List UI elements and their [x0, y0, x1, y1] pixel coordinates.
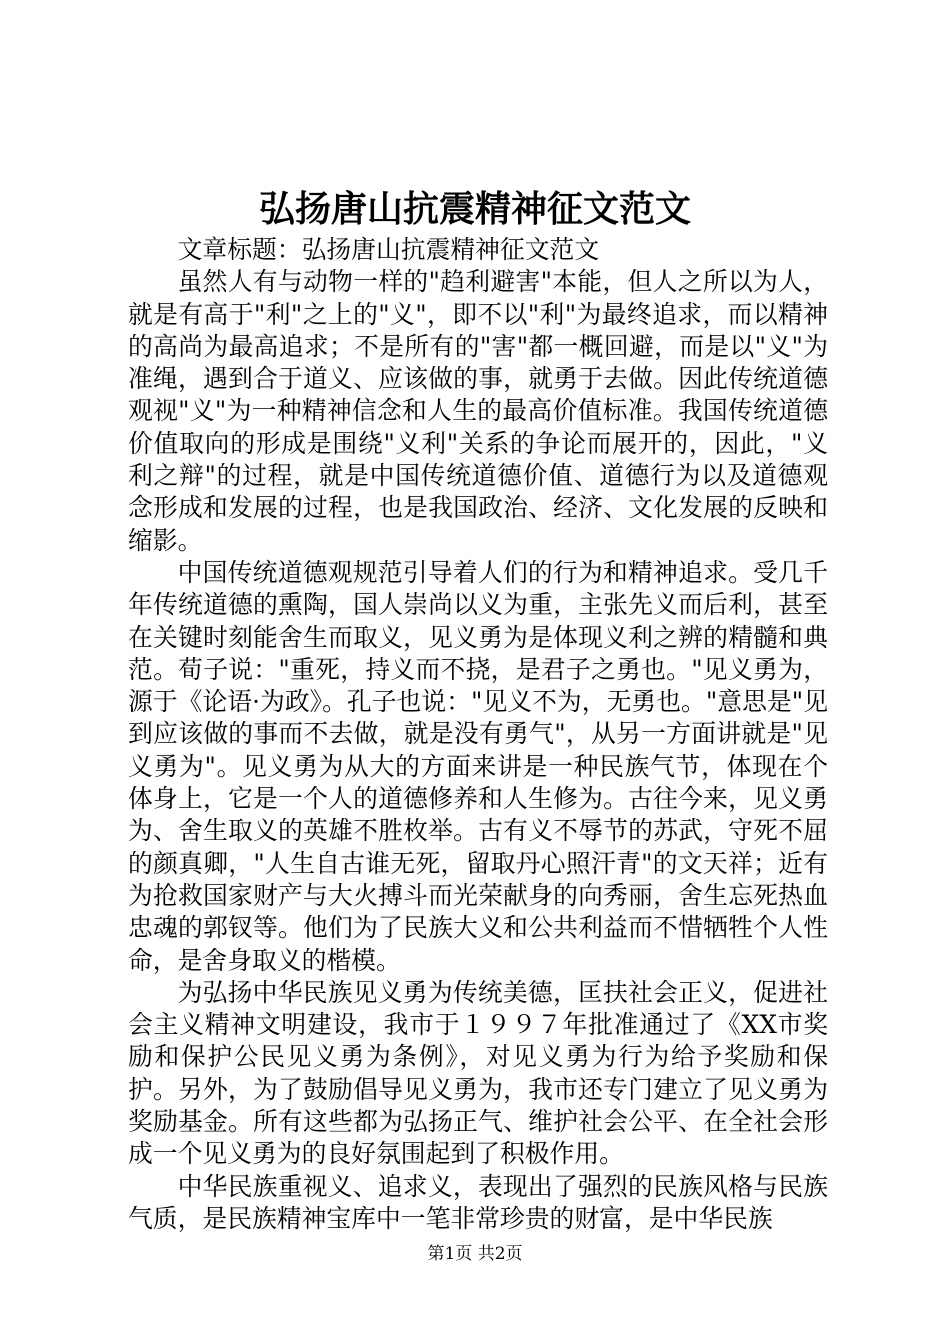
paragraph: 中华民族重视义、追求义，表现出了强烈的民族风格与民族气质，是民族精神宝库中一笔非常珍贵的财富，是中华民族 — [128, 1171, 828, 1233]
paragraph: 虽然人有与动物一样的"趋利避害"本能，但人之所以为人，就是有高于"利"之上的"义"，即不以"利"为最终追求，而以精神的高尚为最高追求；不是所有的"害"都一概回避，而是以"义"为准绳，遇到合于道义、应该做的事，就勇于去做。因此传统道德观视"义"为一种精神信念和人生的最高价值标准。我国传统道德价值取向的形成是围绕"义利"关系的争论而展开的，因此，"义利之辩"的过程，就是中国传统道德价值、道德行为以及道德观念形成和发展的过程，也是我国政治、经济、文化发展的反映和缩影。 — [128, 267, 828, 555]
document-body — [128, 234, 828, 1235]
page-number-footer: 第1页 共2页 — [427, 1244, 523, 1264]
document-title: 弘扬唐山抗震精神征文范文 — [258, 188, 691, 230]
paragraph: 中国传统道德观规范引导着人们的行为和精神追求。受几千年传统道德的熏陶，国人崇尚以义为重，主张先义而后利，甚至在关键时刻能舍生而取义，见义勇为是体现义利之辨的精髓和典范。荀子说："重死，持义而不挠，是君子之勇也。"见义勇为，源于《论语·为政》。孔子也说："见义不为，无勇也。"意思是"见到应该做的事而不去做，就是没有勇气"，从另一方面讲就是"见义勇为"。见义勇为从大的方面来讲是一种民族气节，体现在个体身上，它是一个人的道德修养和人生修为。古往今来，见义勇为、舍生取义的英雄不胜枚举。古有义不辱节的苏武，守死不屈的颜真卿，"人生自古谁无死，留取丹心照汗青"的文天祥；近有为抢救国家财产与大火搏斗而光荣献身的向秀丽，舍生忘死热血忠魂的郭钗等。他们为了民族大义和公共利益而不惜牺牲个人性命，是舍身取义的楷模。 — [128, 557, 828, 975]
paragraph: 为弘扬中华民族见义勇为传统美德，匡扶社会正义，促进社会主义精神文明建设，我市于１９９７年批准通过了《XX市奖励和保护公民见义勇为条例》，对见义勇为行为给予奖励和保护。另外，为了鼓励倡导见义勇为，我市还专门建立了见义勇为奖励基金。所有这些都为弘扬正气、维护社会公平、在全社会形成一个见义勇为的良好氛围起到了积极作用。 — [128, 977, 828, 1169]
paragraph-article-title: 文章标题：弘扬唐山抗震精神征文范文 — [177, 235, 600, 264]
